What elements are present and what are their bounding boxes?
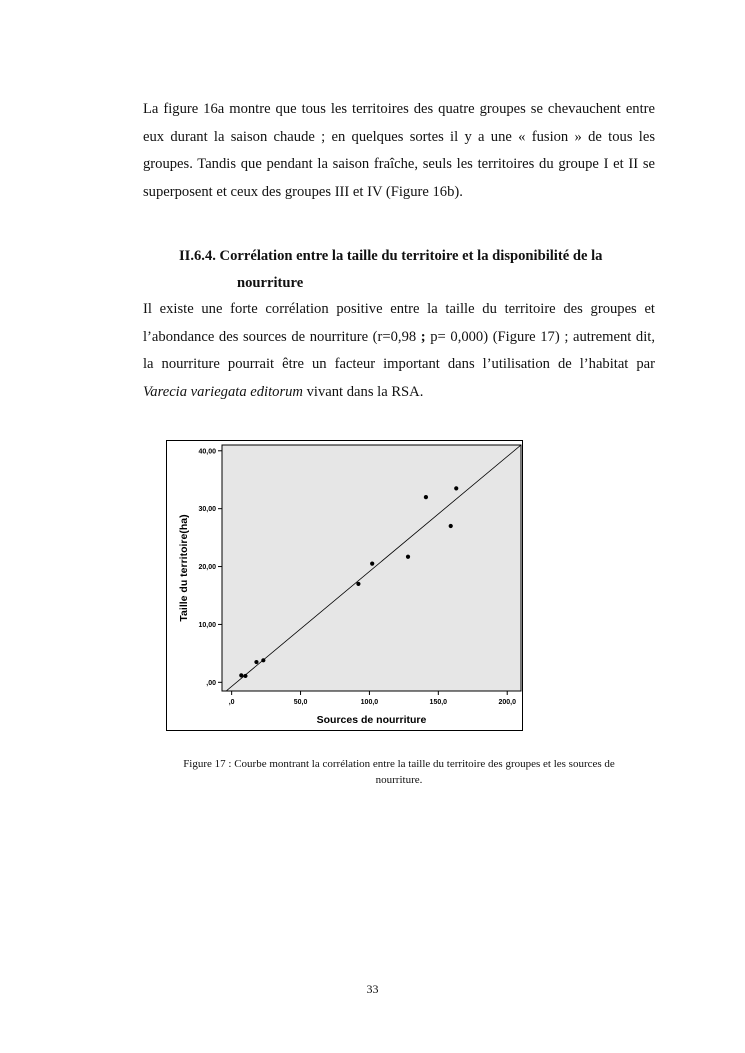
correlation-paragraph [143,296,655,406]
bold-semicolon: ; [420,328,426,345]
section-heading-line1: II.6.4. Corrélation entre la taille du territoire et la disponibilité de la [179,248,603,264]
data-point [261,658,265,662]
x-tick-label: 100,0 [360,699,379,706]
data-point [370,562,374,566]
x-axis-label: Sources de nourriture [316,714,427,726]
y-tick-label: ,00 [206,679,216,687]
data-point [449,524,453,528]
x-tick-label: 50,0 [293,699,308,706]
figure-caption [143,756,655,788]
paragraph-line: superposent et ceux des groupes III et IV (Figure 16b). [143,183,463,200]
intro-paragraph [143,96,655,206]
y-tick-label: 20,00 [198,564,216,572]
y-axis-label: Taille du territoire(ha) [178,514,190,622]
data-point [406,555,410,559]
x-tick-label: ,0 [228,699,235,706]
data-point [243,674,247,678]
paragraph-line: groupes. Tandis que pendant la saison fraîche, seuls les territoires du groupe I et II se [143,156,655,172]
scatter-chart [166,440,523,731]
species-name: Varecia variegata editorum [143,383,303,400]
paragraph-fragment: p= 0,000) (Figure 17) ; autrement dit, [425,328,655,345]
paragraph-line [143,379,655,407]
data-point [239,673,243,677]
x-tick-label: 200,0 [498,699,516,706]
paragraph-line [143,324,655,352]
page-number: 33 [366,982,379,996]
y-tick-label: 40,00 [198,448,216,456]
x-tick-label: 150,0 [429,699,448,706]
caption-line1: Figure 17 : Courbe montrant la corrélation entre la taille du territoire des groupes et les sources de [183,758,615,770]
paragraph-line: eux durant la saison chaude ; en quelques sortes il y a une « fusion » de tous les [143,128,655,145]
data-point [424,495,428,499]
y-tick-label: 10,00 [198,621,216,629]
chart-canvas [167,441,524,732]
paragraph-line: la nourriture pourrait être un facteur important dans l’utilisation de l’habitat par [143,356,655,372]
paragraph-line: La figure 16a montre que tous les territoires des quatre groupes se chevauchent entre [143,101,655,117]
paragraph-line: Il existe une forte corrélation positive entre la taille du territoire des groupes et [143,301,655,317]
data-point [454,486,458,490]
data-point [356,582,360,586]
section-heading-line2: nourriture [237,275,304,291]
section-heading [179,243,602,297]
paragraph-fragment: l’abondance des sources de nourriture (r=0,98 [143,328,421,345]
y-tick-label: 30,00 [198,506,216,514]
data-point [254,660,258,664]
caption-line2: nourriture. [375,774,423,786]
paragraph-fragment: vivant dans la RSA. [302,383,424,400]
